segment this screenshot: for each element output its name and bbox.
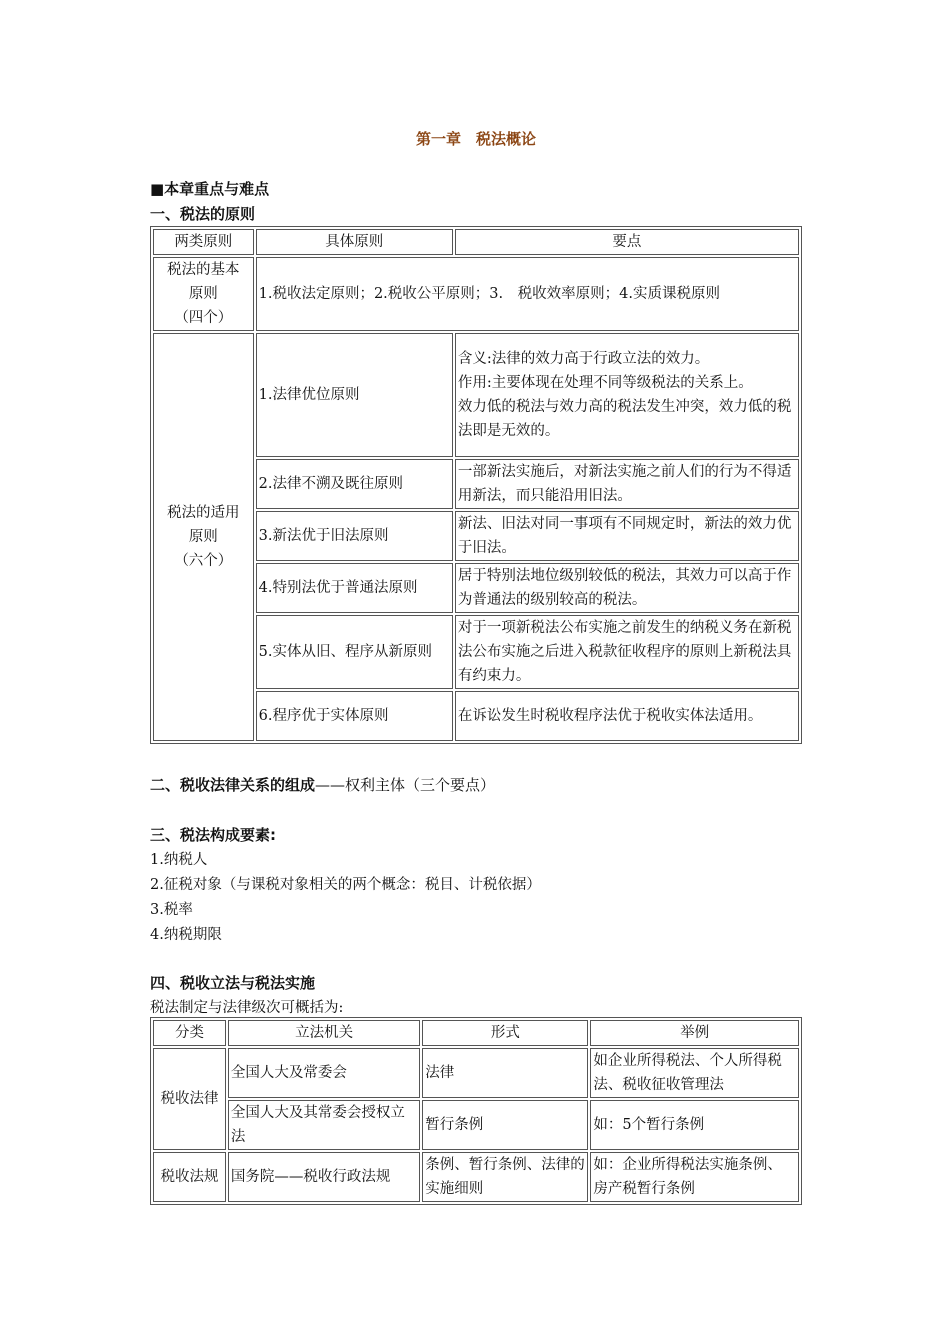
legislation-table xyxy=(150,1017,802,1205)
points-cell: 新法、旧法对同一事项有不同规定时，新法的效力优于旧法。 xyxy=(455,511,799,561)
header-cell: 要点 xyxy=(455,229,799,255)
points-cell: 对于一项新税法公布实施之前发生的纳税义务在新税法公布实施之后进入税款征收程序的原则上新税法具有约束力。 xyxy=(455,615,799,689)
table-row xyxy=(153,257,799,331)
list-item: 2.征税对象（与课税对象相关的两个概念：税目、计税依据） xyxy=(150,877,541,893)
form-cell: 条例、暂行条例、法律的实施细则 xyxy=(422,1152,588,1202)
example-cell: 如企业所得税法、个人所得税法、税收征收管理法 xyxy=(590,1048,799,1098)
header-cell: 形式 xyxy=(422,1020,588,1046)
section-2-heading: 二、税收法律关系的组成——权利主体（三个要点） xyxy=(150,776,496,794)
form-cell: 暂行条例 xyxy=(422,1100,588,1150)
header-cell: 具体原则 xyxy=(256,229,453,255)
table-header-row xyxy=(153,1020,799,1046)
section-4-heading: 四、税收立法与税法实施 xyxy=(150,974,316,992)
list-item: 4.纳税期限 xyxy=(150,927,222,943)
principle-cell: 6.程序优于实体原则 xyxy=(256,691,453,741)
example-cell: 如：5个暂行条例 xyxy=(590,1100,799,1150)
points-cell: 在诉讼发生时税收程序法优于税收实体法适用。 xyxy=(455,691,799,741)
table-row xyxy=(153,1100,799,1150)
tax-principles-table xyxy=(150,226,802,744)
table-row xyxy=(153,333,799,457)
body-cell: 全国人大及常委会 xyxy=(228,1048,420,1098)
header-cell: 两类原则 xyxy=(153,229,254,255)
section-3-heading: 三、税法构成要素: xyxy=(150,826,276,844)
chapter-title: 第一章 税法概论 xyxy=(415,130,536,148)
points-cell: 居于特别法地位级别较低的税法，其效力可以高于作为普通法的级别较高的税法。 xyxy=(455,563,799,613)
points-cell: 一部新法实施后，对新法实施之前人们的行为不得适用新法，而只能沿用旧法。 xyxy=(455,459,799,509)
principle-cell: 4.特别法优于普通法原则 xyxy=(256,563,453,613)
principle-cell: 3.新法优于旧法原则 xyxy=(256,511,453,561)
points-cell: 含义:法律的效力高于行政立法的效力。 作用:主要体现在处理不同等级税法的关系上。 效力低的税法与效力高的税法发生冲突，效力低的税法即是无效的。 xyxy=(455,333,799,457)
category-cell: 税法的基本 原则 （四个） xyxy=(153,257,254,331)
category-cell: 税收法律 xyxy=(153,1048,226,1150)
list-item: 3.税率 xyxy=(150,902,193,918)
principle-cell: 2.法律不溯及既往原则 xyxy=(256,459,453,509)
form-cell: 法律 xyxy=(422,1048,588,1098)
body-cell: 全国人大及其常委会授权立法 xyxy=(228,1100,420,1150)
category-cell: 税法的适用 原则 （六个） xyxy=(153,333,254,741)
list-item: 1.纳税人 xyxy=(150,852,208,868)
table-row xyxy=(153,1048,799,1098)
category-cell: 税收法规 xyxy=(153,1152,226,1202)
header-cell: 立法机关 xyxy=(228,1020,420,1046)
section-marker: ■本章重点与难点 xyxy=(150,180,270,198)
principle-cell: 5.实体从旧、程序从新原则 xyxy=(256,615,453,689)
table-row xyxy=(153,1152,799,1202)
table-header-row xyxy=(153,229,799,255)
header-cell: 举例 xyxy=(590,1020,799,1046)
principle-cell: 1.法律优位原则 xyxy=(256,333,453,457)
section-1-heading: 一、税法的原则 xyxy=(150,205,256,223)
section-2-tail: ——权利主体（三个要点） xyxy=(315,776,496,794)
example-cell: 如：企业所得税法实施条例、房产税暂行条例 xyxy=(590,1152,799,1202)
body-cell: 国务院——税收行政法规 xyxy=(228,1152,420,1202)
basic-principles-cell: 1.税收法定原则；2.税收公平原则；3. 税收效率原则；4.实质课税原则 xyxy=(256,257,799,331)
header-cell: 分类 xyxy=(153,1020,226,1046)
section-4-intro: 税法制定与法律级次可概括为: xyxy=(150,1000,344,1016)
